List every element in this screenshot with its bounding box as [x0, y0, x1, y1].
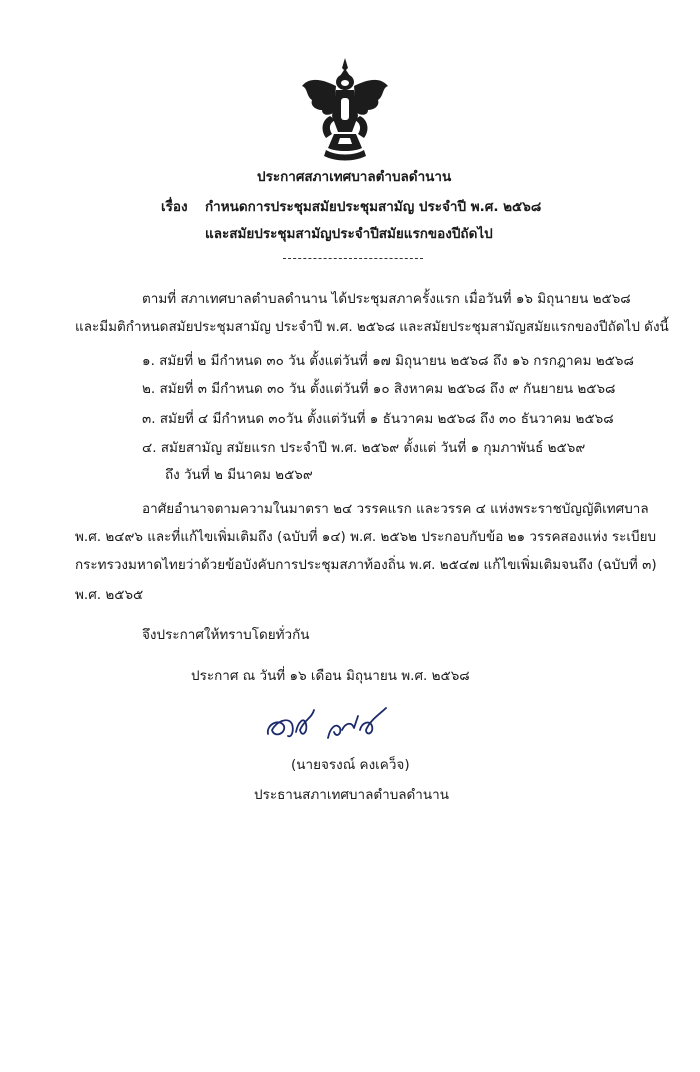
session-item-4: ๔. สมัยสามัญ สมัยแรก ประจำปี พ.ศ. ๒๕๖๙ ตั้งแต่ วันที่ ๑ กุมภาพันธ์ ๒๕๖๙	[142, 440, 586, 456]
announcement-title: ประกาศสภาเทศบาลตำบลดำนาน	[257, 169, 452, 185]
garuda-emblem-icon	[300, 56, 390, 164]
session-item-1: ๑. สมัยที่ ๒ มีกำหนด ๓๐ วัน ตั้งแต่วันที่ ๑๗ มิถุนายน ๒๕๖๘ ถึง ๑๖ กรกฎาคม ๒๕๖๘	[142, 353, 634, 369]
session-item-2: ๒. สมัยที่ ๓ มีกำหนด ๓๐ วัน ตั้งแต่วันที่ ๑๐ สิงหาคม ๒๕๖๘ ถึง ๙ กันยายน ๒๕๖๘	[142, 381, 616, 397]
subject-line-2: และสมัยประชุมสามัญประจำปีสมัยแรกของปีถัดไป	[205, 226, 493, 242]
handwritten-signature	[262, 704, 392, 748]
authority-line-4: พ.ศ. ๒๕๖๕	[75, 587, 144, 603]
session-item-3: ๓. สมัยที่ ๔ มีกำหนด ๓๐วัน ตั้งแต่วันที่ ๑ ธันวาคม ๒๕๖๘ ถึง ๓๐ ธันวาคม ๒๕๖๘	[142, 411, 614, 427]
signer-name: (นายจรงณ์ คงเคว็จ)	[291, 757, 410, 773]
authority-line-2: พ.ศ. ๒๔๙๖ และที่แก้ไขเพิ่มเติมถึง (ฉบับที่ ๑๔) พ.ศ. ๒๕๖๒ ประกอบกับข้อ ๒๑ วรรคสองแห่ง ระเบียบ	[75, 529, 657, 545]
announcement-date: ประกาศ ณ วันที่ ๑๖ เดือน มิถุนายน พ.ศ. ๒๕๖๘	[191, 668, 470, 684]
subject-line-1: กำหนดการประชุมสมัยประชุมสามัญ ประจำปี พ.ศ. ๒๕๖๘	[205, 199, 542, 215]
closing-statement: จึงประกาศให้ทราบโดยทั่วกัน	[142, 627, 310, 643]
intro-line-2: และมีมติกำหนดสมัยประชุมสามัญ ประจำปี พ.ศ. ๒๕๖๘ และสมัยประชุมสามัญสมัยแรกของปีถัดไป ดังนี้	[75, 319, 669, 335]
signer-title: ประธานสภาเทศบาลตำบลดำนาน	[254, 787, 449, 803]
subject-label: เรื่อง	[161, 199, 188, 215]
session-item-4-continued: ถึง วันที่ ๒ มีนาคม ๒๕๖๙	[165, 467, 313, 483]
header-divider	[283, 258, 423, 259]
authority-line-3: กระทรวงมหาดไทยว่าด้วยข้อบังคับการประชุมสภาท้องถิ่น พ.ศ. ๒๕๔๗ แก้ไขเพิ่มเติมจนถึง (ฉบับที่ ๓)	[75, 557, 657, 573]
authority-line-1: อาศัยอำนาจตามความในมาตรา ๒๔ วรรคแรก และวรรค ๔ แห่งพระราชบัญญัติเทศบาล	[142, 501, 649, 517]
intro-line-1: ตามที่ สภาเทศบาลตำบลดำนาน ได้ประชุมสภาครั้งแรก เมื่อวันที่ ๑๖ มิถุนายน ๒๕๖๘	[142, 291, 631, 307]
